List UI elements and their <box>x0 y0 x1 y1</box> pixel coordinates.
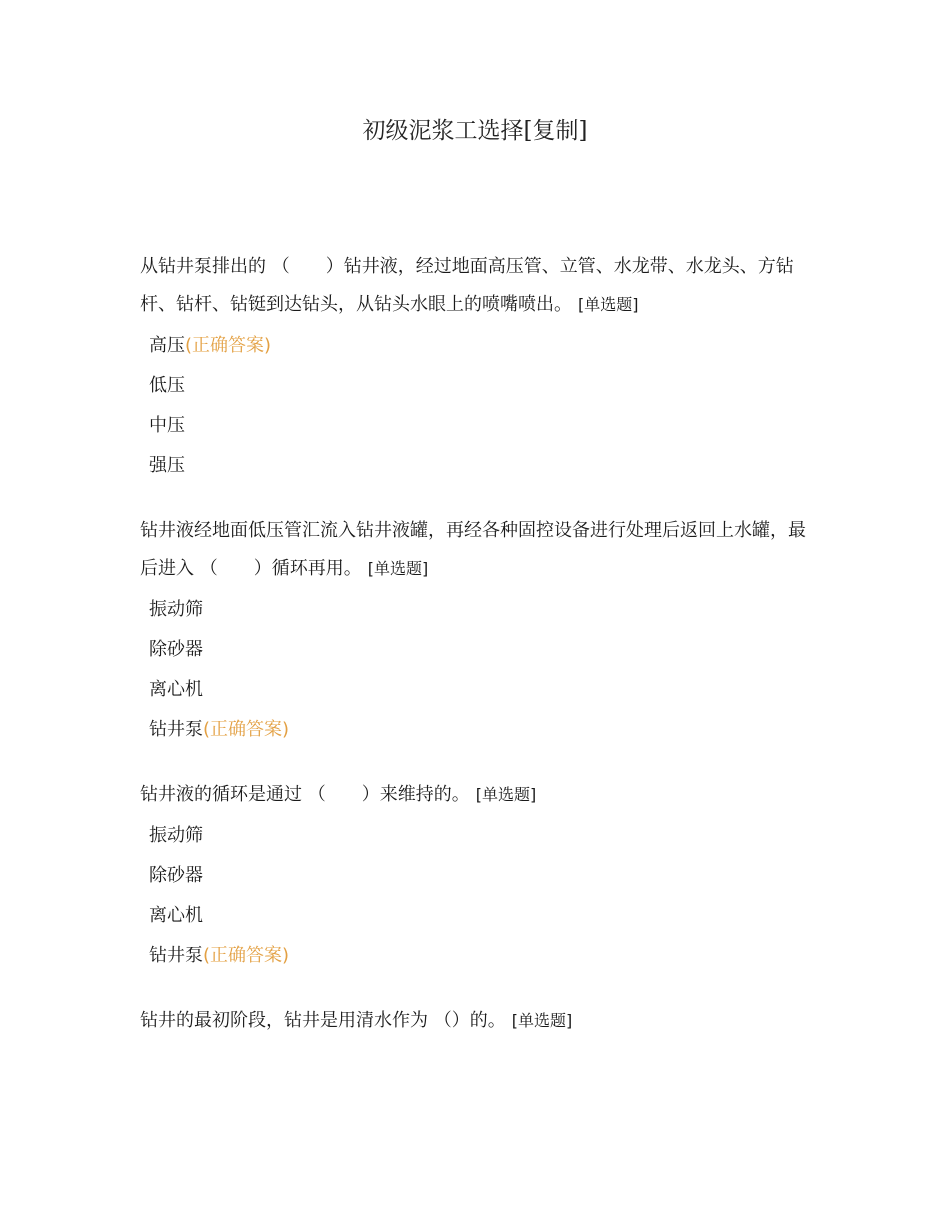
correct-answer-mark: (正确答案) <box>185 335 272 356</box>
question-stem: 从钻井泵排出的 （ ）钻井液，经过地面高压管、立管、水龙带、水龙头、方钻杆、钻杆、钻铤到达钻头，从钻头水眼上的喷嘴喷出。 <box>140 256 794 315</box>
option-item[interactable] <box>140 936 820 976</box>
option-item[interactable] <box>140 406 820 446</box>
question-text <box>140 1002 820 1040</box>
option-label: 高压 <box>149 335 185 356</box>
question-type: [单选题] <box>578 295 639 314</box>
option-label: 钻井泵 <box>149 719 203 740</box>
question-list <box>140 248 820 1066</box>
option-label: 除砂器 <box>149 865 203 886</box>
question-stem: 钻井液的循环是通过 （ ）来维持的。 <box>140 784 470 805</box>
option-item[interactable] <box>140 856 820 896</box>
option-item[interactable] <box>140 896 820 936</box>
option-label: 振动筛 <box>149 825 203 846</box>
question-type: [单选题] <box>511 1011 573 1030</box>
correct-answer-mark: (正确答案) <box>203 719 290 740</box>
question-1 <box>140 248 820 486</box>
question-type: [单选题] <box>367 559 429 578</box>
question-stem: 钻井的最初阶段，钻井是用清水作为 （）的。 <box>140 1010 506 1031</box>
option-list <box>140 590 820 750</box>
question-4 <box>140 1002 820 1040</box>
option-list <box>140 816 820 976</box>
question-2 <box>140 512 820 750</box>
option-item[interactable] <box>140 446 820 486</box>
option-item[interactable] <box>140 816 820 856</box>
option-item[interactable] <box>140 670 820 710</box>
option-label: 离心机 <box>149 679 203 700</box>
question-text <box>140 776 820 814</box>
question-3 <box>140 776 820 976</box>
question-text <box>140 512 820 588</box>
option-label: 振动筛 <box>149 599 203 620</box>
page-title: 初级泥浆工选择[复制] <box>362 118 588 144</box>
option-label: 钻井泵 <box>149 945 203 966</box>
option-item[interactable] <box>140 710 820 750</box>
option-label: 低压 <box>149 375 185 396</box>
question-type: [单选题] <box>475 785 537 804</box>
option-list <box>140 326 820 486</box>
option-item[interactable] <box>140 590 820 630</box>
option-label: 离心机 <box>149 905 203 926</box>
option-item[interactable] <box>140 630 820 670</box>
question-stem: 钻井液经地面低压管汇流入钻井液罐，再经各种固控设备进行处理后返回上水罐，最后进入 （ ）循环再用。 <box>140 520 806 579</box>
option-item[interactable] <box>140 366 820 406</box>
option-label: 中压 <box>149 415 185 436</box>
question-text <box>140 248 820 324</box>
option-label: 除砂器 <box>149 639 203 660</box>
option-label: 强压 <box>149 455 185 476</box>
correct-answer-mark: (正确答案) <box>203 945 290 966</box>
option-item[interactable] <box>140 326 820 366</box>
